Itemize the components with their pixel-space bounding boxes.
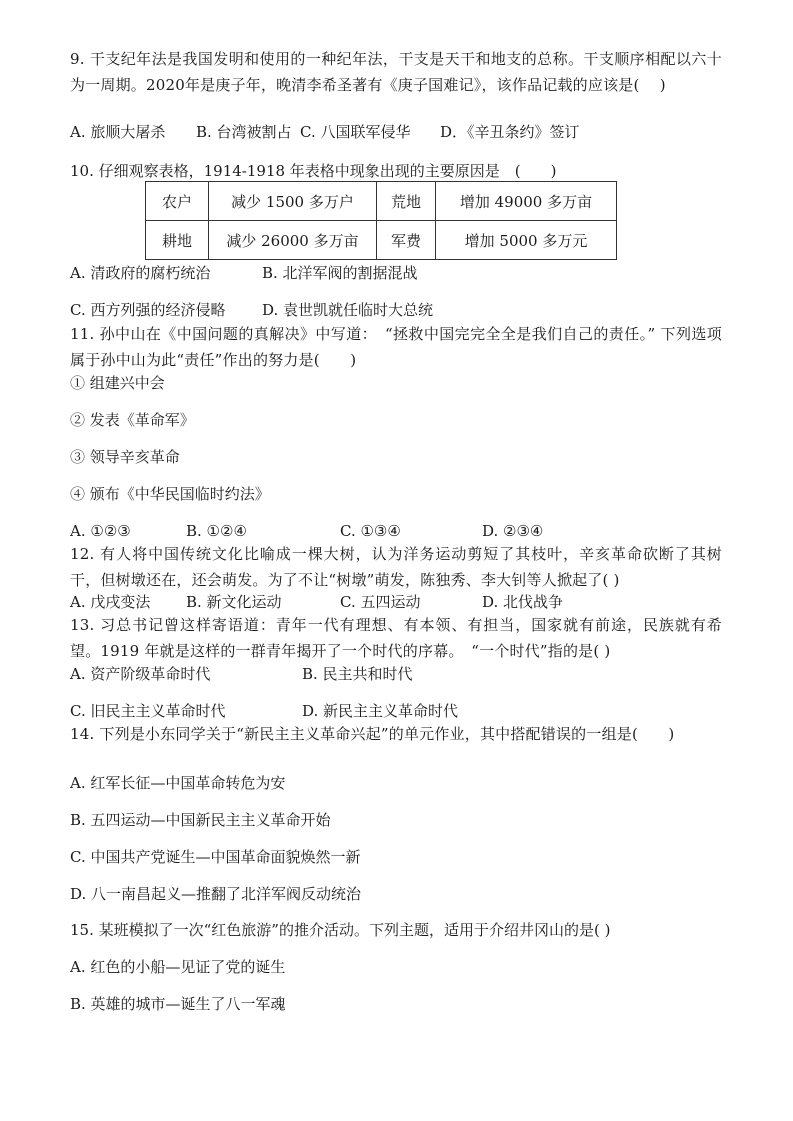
q11-item-1: ① 组建兴中会	[70, 374, 165, 392]
q12-option-a: A. 戊戌变法	[70, 593, 151, 611]
q10-option-c: C. 西方列强的经济侵略	[70, 301, 226, 319]
q9-option-a: A. 旅顺大屠杀	[70, 123, 166, 141]
q13-option-c: C. 旧民主主义革命时代	[70, 702, 226, 720]
q11-option-c: C. ①③④	[340, 522, 401, 540]
q11-item-3: ③ 领导辛亥革命	[70, 448, 180, 466]
q13-option-a: A. 资产阶级革命时代	[70, 665, 211, 683]
q15-option-b: B. 英雄的城市—诞生了八一军魂	[70, 995, 286, 1013]
q11-item-4: ④ 颁布《中华民国临时约法》	[70, 485, 270, 503]
q9-option-c: C. 八国联军侵华	[300, 123, 411, 141]
question-13-stem: 13. 习总书记曾这样寄语道：青年一代有理想、有本领、有担当，国家就有前途，民族就有希望。1919 年就是这样的一群青年揭开了一个时代的序幕。 “一个时代”指的是( )	[70, 616, 722, 660]
q11-option-b: B. ①②④	[186, 522, 247, 540]
table-row	[146, 182, 617, 221]
q12-option-b: B. 新文化运动	[186, 593, 282, 611]
data-table	[145, 181, 617, 260]
question-15-stem: 15. 某班模拟了一次“红色旅游”的推介活动。下列主题，适用于介绍井冈山的是( )	[70, 921, 611, 939]
question-14-stem: 14. 下列是小东同学关于“新民主主义革命兴起”的单元作业，其中搭配错误的一组是( )	[70, 725, 675, 743]
question-12-stem: 12. 有人将中国传统文化比喻成一棵大树，认为洋务运动剪短了其枝叶，辛亥革命砍断了其树干，但树墩还在，还会萌发。为了不让“树墩”萌发，陈独秀、李大钊等人掀起了( )	[70, 545, 722, 589]
q14-option-b: B. 五四运动—中国新民主主义革命开始	[70, 811, 331, 829]
q12-option-d: D. 北伐战争	[482, 593, 564, 611]
q12-option-c: C. 五四运动	[340, 593, 421, 611]
question-9-stem: 9. 干支纪年法是我国发明和使用的一种纪年法，干支是天干和地支的总称。干支顺序相配以六十为一周期。2020年是庚子年，晚清李希圣著有《庚子国难记》，该作品记载的应该是( )	[70, 50, 722, 94]
q9-option-d: D．《辛丑条约》签订	[440, 123, 580, 141]
table-cell: 减少 26000 多万亩	[209, 221, 377, 260]
q10-option-b: B. 北洋军阀的割据混战	[262, 264, 418, 282]
q15-option-a: A. 红色的小船—见证了党的诞生	[70, 958, 286, 976]
q14-option-a: A. 红军长征—中国革命转危为安	[70, 774, 286, 792]
q14-option-d: D. 八一南昌起义—推翻了北洋军阀反动统治	[70, 885, 362, 903]
table-cell: 增加 49000 多万亩	[436, 182, 617, 221]
q11-option-d: D. ②③④	[482, 522, 544, 540]
q13-option-d: D. 新民主主义革命时代	[302, 702, 459, 720]
q10-option-d: D. 袁世凯就任临时大总统	[262, 301, 434, 319]
table-cell: 增加 5000 多万元	[436, 221, 617, 260]
q13-option-b: B. 民主共和时代	[302, 665, 413, 683]
q9-option-b: B. 台湾被割占	[196, 123, 292, 141]
table-cell: 减少 1500 多万户	[209, 182, 377, 221]
q11-item-2: ② 发表《革命军》	[70, 411, 195, 429]
table-cell: 农户	[146, 182, 209, 221]
table-cell: 军费	[377, 221, 436, 260]
question-11-stem: 11. 孙中山在《中国问题的真解决》中写道： “拯救中国完完全全是我们自己的责任。” 下列选项属于孙中山为此“责任”作出的努力是( )	[70, 325, 722, 369]
q11-option-a: A. ①②③	[70, 522, 131, 540]
table-row	[146, 221, 617, 260]
table-cell: 耕地	[146, 221, 209, 260]
q14-option-c: C. 中国共产党诞生—中国革命面貌焕然一新	[70, 848, 361, 866]
q10-option-a: A. 清政府的腐朽统治	[70, 264, 211, 282]
table-cell: 荒地	[377, 182, 436, 221]
question-10-stem: 10. 仔细观察表格，1914-1918 年表格中现象出现的主要原因是 ( )	[70, 162, 557, 180]
